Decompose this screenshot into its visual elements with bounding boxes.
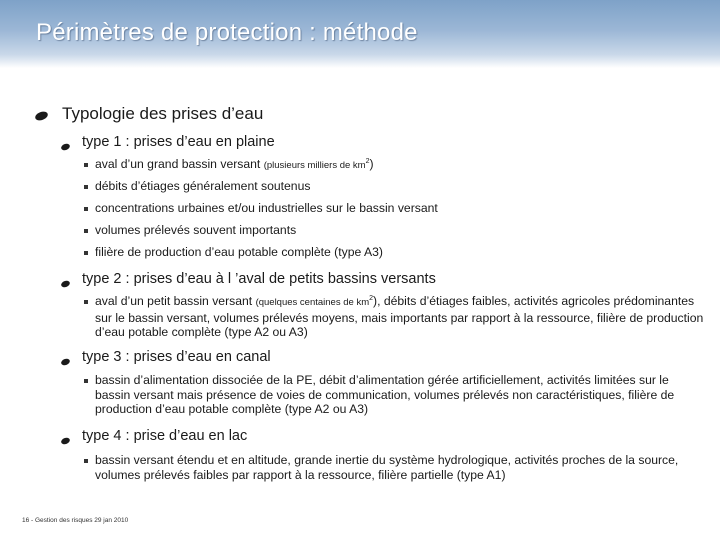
list-item: bassin d’alimentation dissociée de la PE, débit d’alimentation gérée artificiellement, activités limitées sur le bassin versant mais présence de voies de communication, volumes prélevés non caractéristiques, filière de production d’eau potable complète (type A2 ou A3): [95, 373, 675, 417]
bullet-icon: [60, 143, 71, 152]
square-bullet-icon: [84, 207, 88, 211]
list-item: débits d’étiages généralement soutenus: [95, 179, 311, 193]
bullet-icon: [60, 358, 71, 367]
list-item: aval d’un grand bassin versant (plusieurs milliers de $km^2$): [95, 157, 374, 171]
square-bullet-icon: [84, 185, 88, 189]
bullet-icon: [60, 437, 71, 446]
type-1-label: type 1 : prises d’eau en plaine: [82, 134, 275, 150]
list-item: bassin versant étendu et en altitude, grande inertie du système hydrologique, activités proches de la source, volumes prélevés faibles par rapport à la ressource, filière partielle (type A1): [95, 453, 679, 482]
bullet-icon: [34, 110, 49, 122]
slide-title: Périmètres de protection : méthode: [36, 19, 418, 46]
list-item: concentrations urbaines et/ou industrielles sur le bassin versant: [95, 201, 438, 215]
list-item: aval d’un petit bassin versant (quelques centaines de $km^2$), débits d’étiages faibles, activités agricoles prédominantes sur le bassin versant, volumes prélevés moyens, mais importants par rapport à la ressource, filière de production d’eau potable complète (type A2 ou A3): [95, 294, 704, 340]
list-item: filière de production d’eau potable complète (type A3): [95, 245, 383, 259]
bullet-icon: [60, 280, 71, 289]
list-item: volumes prélevés souvent importants: [95, 223, 297, 237]
square-bullet-icon: [84, 459, 88, 463]
square-bullet-icon: [84, 251, 88, 255]
type-2-label: type 2 : prises d’eau à l ’aval de petits bassins versants: [82, 271, 436, 287]
square-bullet-icon: [84, 163, 88, 167]
square-bullet-icon: [84, 379, 88, 383]
square-bullet-icon: [84, 300, 88, 304]
footer: 16 - Gestion des risques 29 jan 2010: [22, 517, 129, 524]
section-heading: Typologie des prises d’eau: [62, 104, 264, 123]
square-bullet-icon: [84, 229, 88, 233]
type-4-label: type 4 : prise d’eau en lac: [82, 428, 248, 444]
title-bar: [0, 0, 720, 68]
type-3-label: type 3 : prises d’eau en canal: [82, 349, 271, 365]
